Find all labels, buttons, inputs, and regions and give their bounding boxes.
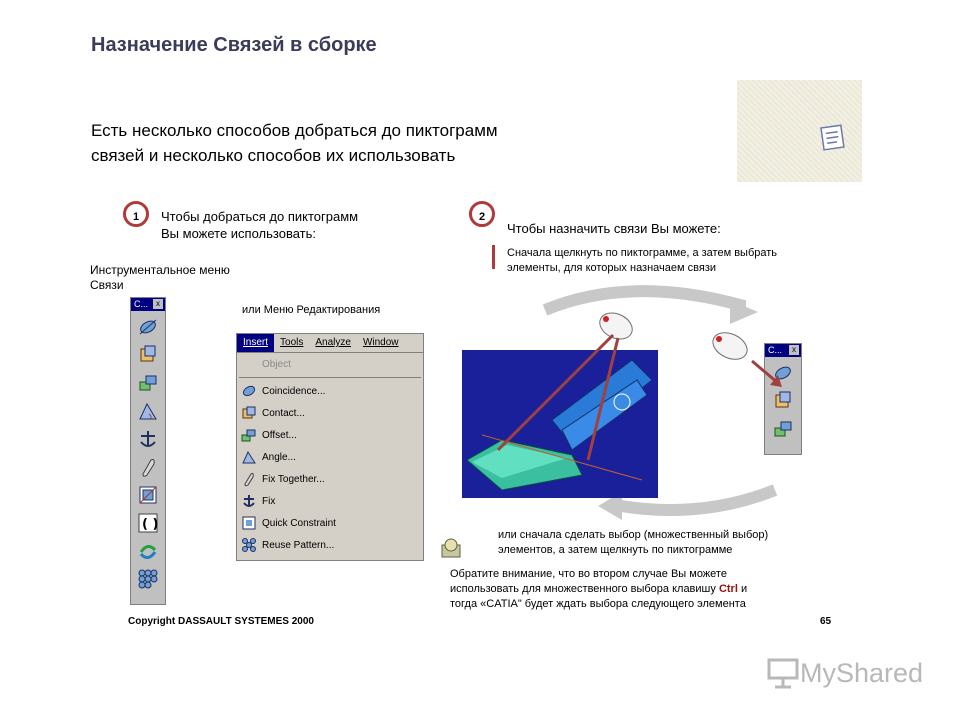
note-picture (737, 80, 862, 182)
fix-together-icon[interactable] (136, 455, 160, 479)
offset-icon[interactable] (136, 371, 160, 395)
option-2-text (498, 528, 768, 558)
option-2-line-1: или сначала сделать выбор (множественный выбор) (498, 529, 769, 541)
menu-item-label: Angle... (262, 451, 296, 463)
offset-icon (240, 426, 258, 444)
pointer-arrow (748, 355, 788, 395)
coincidence-icon (240, 382, 258, 400)
menu-item-offset[interactable] (237, 424, 423, 446)
note-line-1: Обратите внимание, что во втором случае Вы можете (450, 568, 727, 580)
page-number: 65 (820, 616, 832, 627)
menu-tools[interactable]: Tools (280, 337, 304, 348)
angle-icon[interactable] (136, 399, 160, 423)
toolbar-caption (90, 263, 230, 293)
insert-menu[interactable] (236, 333, 424, 561)
fix-icon (240, 492, 258, 510)
note-line-2 (450, 582, 747, 597)
menu-item-label: Fix Together... (262, 473, 325, 485)
note-text (450, 567, 747, 612)
intro-text (91, 118, 498, 168)
menu-item-quick-constraint[interactable] (237, 512, 423, 534)
note-icon (440, 537, 464, 561)
menu-caption: или Меню Редактирования (242, 304, 381, 316)
menu-item-label: Offset... (262, 429, 297, 441)
quick-constraint-icon (240, 514, 258, 532)
top-curved-arrow (545, 291, 740, 315)
toolbar-titlebar[interactable] (131, 298, 165, 311)
copyright: Copyright DASSAULT SYSTEMES 2000 (128, 616, 314, 627)
toolbar-title: C... (134, 299, 149, 309)
menu-insert[interactable]: Insert (237, 334, 274, 352)
menu-item-reuse-pattern[interactable] (237, 534, 423, 556)
intro-line-1: Есть несколько способов добраться до пиктограмм (91, 121, 498, 140)
angle-icon (240, 448, 258, 466)
menu-item-coincidence[interactable] (237, 380, 423, 402)
step-1-line-2: Вы можете использовать: (161, 226, 316, 241)
menu-window[interactable]: Window (362, 337, 399, 348)
menu-analyze[interactable]: Analyze (315, 337, 351, 348)
menu-item-label: Contact... (262, 407, 305, 419)
step-2-badge: 2 (469, 201, 495, 227)
logo-text: MyShared (800, 657, 924, 688)
parentheses-icon[interactable] (136, 511, 160, 535)
fix-together-icon (240, 470, 258, 488)
step-1-badge: 1 (123, 201, 149, 227)
svg-text:( ): ( ) (142, 517, 159, 532)
fix-icon[interactable] (136, 427, 160, 451)
option-1-text (507, 246, 777, 276)
menu-bar (237, 334, 423, 353)
ctrl-key-label: Ctrl (718, 583, 738, 595)
reuse-pattern-icon[interactable] (136, 567, 160, 591)
option-2-line-2: элементов, а затем щелкнуть по пиктограмме (498, 544, 733, 556)
menu-item-object: Object (262, 358, 291, 370)
quick-constraint-icon[interactable] (136, 483, 160, 507)
update-icon[interactable] (136, 539, 160, 563)
menu-item-label: Reuse Pattern... (262, 539, 335, 551)
selection-arrows (478, 330, 638, 470)
step-1-line-1: Чтобы добраться до пиктограмм (161, 209, 359, 224)
note-line-2-start: использовать для множественного выбора клавишу (450, 583, 719, 595)
reuse-pattern-icon (240, 536, 258, 554)
toolbar-caption-line-1: Инструментальное меню (90, 263, 230, 277)
option-1-line-1: Сначала щелкнуть по пиктограмме, а затем выбрать (507, 247, 778, 259)
myshared-logo (766, 656, 923, 690)
close-icon[interactable]: x (153, 299, 163, 309)
page-title: Назначение Связей в сборке (91, 34, 377, 56)
offset-icon[interactable] (771, 417, 795, 441)
notepad-icon (737, 80, 862, 182)
menu-item-fix[interactable] (237, 490, 423, 512)
contact-icon (240, 404, 258, 422)
menu-separator (239, 377, 421, 378)
coincidence-icon[interactable] (136, 315, 160, 339)
step-1-text (161, 208, 358, 242)
toolbar-caption-line-2: Связи (90, 278, 124, 292)
step-2-heading: Чтобы назначить связи Вы можете: (507, 221, 721, 236)
intro-line-2: связей и несколько способов их использовать (91, 146, 456, 165)
menu-item-label: Fix (262, 495, 276, 507)
note-line-2-end: и (737, 583, 748, 595)
constraints-toolbar[interactable] (130, 297, 166, 605)
menu-item-label: Coincidence... (262, 385, 326, 397)
option-1-line-2: элементы, для которых назначаем связи (507, 262, 717, 274)
menu-item-angle[interactable] (237, 446, 423, 468)
small-toolbar-title: C... (768, 345, 783, 355)
note-line-3: тогда «CATIA" будет ждать выбора следующего элемента (450, 598, 746, 610)
menu-item-fix-together[interactable] (237, 468, 423, 490)
menu-item-contact[interactable] (237, 402, 423, 424)
contact-icon[interactable] (136, 343, 160, 367)
presentation-icon (766, 656, 800, 690)
menu-item-label: Quick Constraint (262, 517, 336, 529)
close-icon[interactable]: x (789, 345, 799, 355)
option-marker (492, 245, 495, 269)
